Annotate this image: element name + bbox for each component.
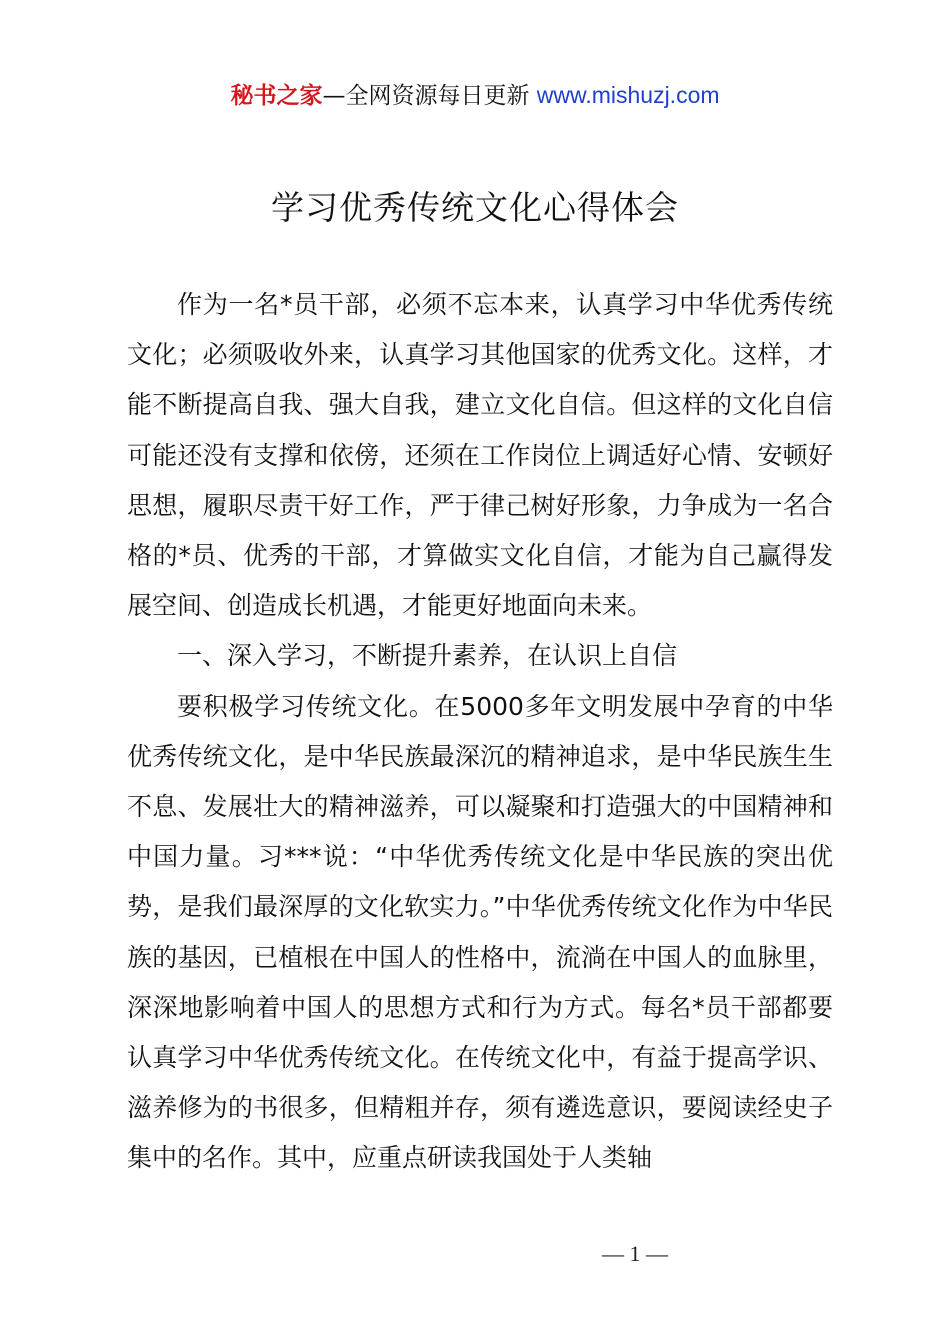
paragraph-section-1: 要积极学习传统文化。在5000多年文明发展中孕育的中华优秀传统文化，是中华民族最深沉的精神追求，是中华民族生生不息、发展壮大的精神滋养，可以凝聚和打造强大的中国精神和中国力量。习***说：“中华优秀传统文化是中华民族的突出优势，是我们最深厚的文化软实力。”中华优秀传统文化作为中华民族的基因，已植根在中国人的性格中，流淌在中国人的血脉里，深深地影响着中国人的思想方式和行为方式。每名*员干部都要认真学习中华优秀传统文化。在传统文化中，有益于提高学识、滋养修为的书很多，但精粗并存，须有遴选意识，要阅读经史子集中的名作。其中，应重点研读我国处于人类轴 [127,691,833,1173]
section-heading-1: 一、深入学习，不断提升素养，在认识上自信 [177,641,678,671]
site-url-link[interactable]: www.mishuzj.com [536,82,720,108]
document-body [127,280,833,1184]
document-title: 学习优秀传统文化心得体会 [271,188,679,227]
site-banner [0,78,950,113]
page-number: — 1 — [602,1241,668,1266]
brand-name: 秘书之家 [230,83,323,109]
banner-tagline: —全网资源每日更新 [322,83,537,109]
paragraph-intro: 作为一名*员干部，必须不忘本来，认真学习中华优秀传统文化；必须吸收外来，认真学习其他国家的优秀文化。这样，才能不断提高自我、强大自我，建立文化自信。但这样的文化自信可能还没有支撑和依傍，还须在工作岗位上调适好心情、安顿好思想，履职尽责干好工作，严于律己树好形象，力争成为一名合格的*员、优秀的干部，才算做实文化自信，才能为自己赢得发展空间、创造成长机遇，才能更好地面向未来。 [127,290,833,621]
